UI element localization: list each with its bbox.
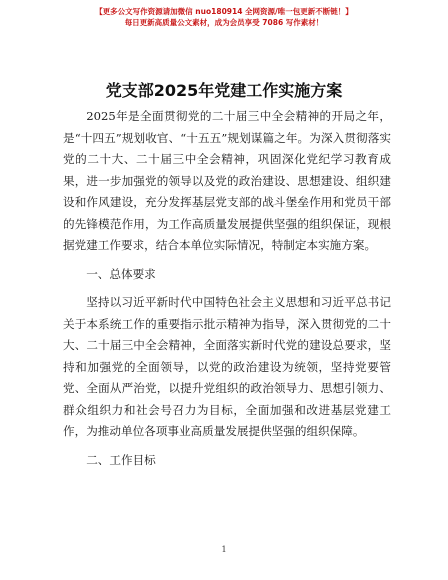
intro-paragraph: 2025年是全面贯彻党的二十届三中全会精神的开局之年，是“十四五”规划收官、“十五五”规划谋篇之年。为深入贯彻落实党的二十大、二十届三中全会精神，巩固深化党纪学习教育成果，进一步加强党的领导以及党的政治建设、思想建设、组织建设和作风建设，充分发挥基层党支部的战斗堡垒作用和党员干部的先锋模范作用，为工作高质量发展提供坚强的组织保证，现根据党建工作要求，结合本单位实际情况，特制定本实施方案。 (63, 109, 391, 252)
document-title: 党支部2025年党建工作实施方案 (105, 81, 343, 100)
promo-line-1: 【更多公文写作资源请加微信 nuo180914 全网资源/唯一包更新不断链！】 (95, 7, 353, 16)
promo-header (0, 6, 448, 28)
section-heading-overall-requirements: 一、总体要求 (86, 266, 156, 281)
page-number: 1 (221, 545, 227, 554)
promo-line-2: 每日更新高质量公文素材，成为会员享受 7086 写作素材！ (124, 18, 324, 27)
overall-requirements-paragraph: 坚持以习近平新时代中国特色社会主义思想和习近平总书记关于本系统工作的重要指示批示精神为指导，深入贯彻党的二十大、二十届三中全会精神，全面落实新时代党的建设总要求，坚持和加强党的全面领导，以党的政治建设为统领，坚持党要管党、全面从严治党，以提升党组织的政治领导力、思想引领力、群众组织力和社会号召力为目标，全面加强和改进基层党建工作，为推动单位各项事业高质量发展提供坚强的组织保障。 (63, 295, 391, 438)
section-heading-work-goals: 二、工作目标 (86, 452, 156, 467)
document-body (63, 106, 391, 478)
